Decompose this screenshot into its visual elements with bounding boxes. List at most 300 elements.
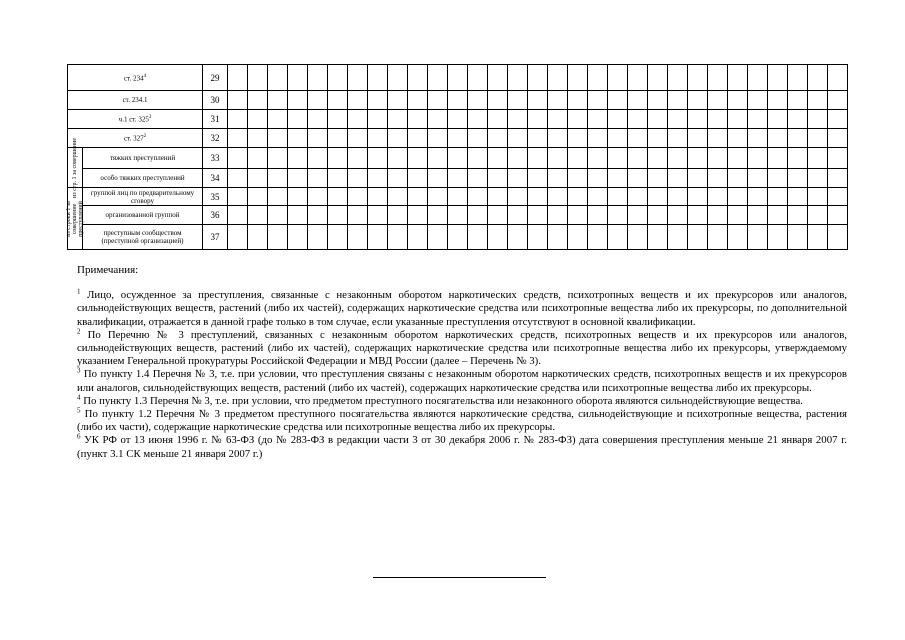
row-number: 34 [203,169,228,188]
data-cell[interactable] [528,148,548,169]
data-cell[interactable] [408,110,428,129]
data-cell[interactable] [768,110,788,129]
notes-section [77,264,847,461]
data-cell[interactable] [768,169,788,188]
table-row [68,206,848,225]
data-cell[interactable] [248,206,268,225]
data-cell[interactable] [788,148,808,169]
data-cell[interactable] [688,65,708,91]
footnote-text: Лицо, осужденное за преступления, связанные с незаконным оборотом наркотических средств, психотропных веществ и их прекурсоров или аналогов, сильнодействующих веществ, растений (либо их частей), содержащих наркотические средства или психотропные вещества либо их прекурсоры, по дополнительной квалификации, отражается в данной графе только в том случае, если указанные преступления отсутствуют в основной квалификации. [77,289,847,328]
data-cell[interactable] [528,188,548,206]
data-cell[interactable] [588,225,608,250]
data-cell[interactable] [508,206,528,225]
data-cell[interactable] [668,110,688,129]
data-cell[interactable] [528,206,548,225]
data-cell[interactable] [608,110,628,129]
data-cell[interactable] [368,188,388,206]
data-cell[interactable] [528,129,548,148]
data-cell[interactable] [628,206,648,225]
data-cell[interactable] [368,169,388,188]
data-cell[interactable] [228,91,248,110]
data-cell[interactable] [588,129,608,148]
data-cell[interactable] [688,206,708,225]
data-cell[interactable] [308,129,328,148]
data-cell[interactable] [668,225,688,250]
data-cell[interactable] [808,129,828,148]
data-cell[interactable] [708,91,728,110]
data-cell[interactable] [828,129,848,148]
data-cell[interactable] [768,148,788,169]
data-cell[interactable] [228,206,248,225]
data-cell[interactable] [408,148,428,169]
data-cell[interactable] [508,169,528,188]
data-cell[interactable] [428,225,448,250]
data-cell[interactable] [708,188,728,206]
data-cell[interactable] [708,129,728,148]
data-cell[interactable] [488,148,508,169]
data-cell[interactable] [748,110,768,129]
data-cell[interactable] [448,65,468,91]
data-cell[interactable] [308,225,328,250]
data-cell[interactable] [508,225,528,250]
data-cell[interactable] [608,188,628,206]
data-cell[interactable] [548,91,568,110]
data-cell[interactable] [428,65,448,91]
data-cell[interactable] [308,148,328,169]
data-cell[interactable] [548,148,568,169]
data-cell[interactable] [408,188,428,206]
data-cell[interactable] [608,206,628,225]
data-cell[interactable] [728,188,748,206]
data-cell[interactable] [348,110,368,129]
data-cell[interactable] [388,206,408,225]
data-cell[interactable] [288,129,308,148]
data-cell[interactable] [688,110,708,129]
data-cell[interactable] [588,65,608,91]
data-cell[interactable] [628,169,648,188]
data-cell[interactable] [468,169,488,188]
data-cell[interactable] [488,206,508,225]
data-cell[interactable] [588,206,608,225]
data-cell[interactable] [548,188,568,206]
data-cell[interactable] [608,169,628,188]
data-cell[interactable] [588,188,608,206]
footnote-ref: 4 [143,73,147,79]
data-cell[interactable] [368,110,388,129]
data-cell[interactable] [488,188,508,206]
data-cell[interactable] [668,188,688,206]
data-cell[interactable] [608,65,628,91]
data-cell[interactable] [808,188,828,206]
data-cell[interactable] [788,91,808,110]
footnote-ref: 3 [148,115,152,121]
data-cell[interactable] [308,65,328,91]
data-cell[interactable] [228,65,248,91]
data-cell[interactable] [388,225,408,250]
data-cell[interactable] [668,91,688,110]
data-cell[interactable] [648,148,668,169]
data-cell[interactable] [648,206,668,225]
data-cell[interactable] [368,225,388,250]
data-cell[interactable] [228,110,248,129]
data-cell[interactable] [628,129,648,148]
footnote-mark: 4 [77,393,81,402]
data-cell[interactable] [768,206,788,225]
data-cell[interactable] [408,206,428,225]
data-cell[interactable] [248,129,268,148]
data-cell[interactable] [688,225,708,250]
data-cell[interactable] [668,169,688,188]
data-cell[interactable] [808,148,828,169]
data-cell[interactable] [648,91,668,110]
data-cell[interactable] [248,169,268,188]
data-cell[interactable] [648,188,668,206]
data-cell[interactable] [488,225,508,250]
data-cell[interactable] [748,188,768,206]
data-cell[interactable] [368,148,388,169]
data-cell[interactable] [408,129,428,148]
data-cell[interactable] [248,65,268,91]
data-cell[interactable] [428,169,448,188]
data-cell[interactable] [728,110,748,129]
data-cell[interactable] [468,129,488,148]
data-cell[interactable] [508,91,528,110]
data-cell[interactable] [468,65,488,91]
data-cell[interactable] [748,225,768,250]
data-cell[interactable] [648,129,668,148]
data-cell[interactable] [428,110,448,129]
data-cell[interactable] [708,169,728,188]
data-cell[interactable] [348,91,368,110]
data-cell[interactable] [688,148,708,169]
data-cell[interactable] [708,148,728,169]
data-cell[interactable] [768,65,788,91]
data-cell[interactable] [388,169,408,188]
data-cell[interactable] [288,225,308,250]
data-cell[interactable] [308,110,328,129]
data-cell[interactable] [328,169,348,188]
data-cell[interactable] [448,225,468,250]
data-cell[interactable] [608,225,628,250]
data-cell[interactable] [408,169,428,188]
data-cell[interactable] [748,65,768,91]
data-cell[interactable] [468,225,488,250]
data-cell[interactable] [448,206,468,225]
data-cell[interactable] [328,129,348,148]
data-cell[interactable] [688,169,708,188]
data-cell[interactable] [248,91,268,110]
data-cell[interactable] [388,188,408,206]
table-row [68,110,848,129]
data-cell[interactable] [348,188,368,206]
data-cell[interactable] [648,225,668,250]
data-cell[interactable] [708,206,728,225]
data-cell[interactable] [808,169,828,188]
data-cell[interactable] [568,206,588,225]
data-cell[interactable] [668,65,688,91]
data-cell[interactable] [808,91,828,110]
data-cell[interactable] [268,206,288,225]
data-cell[interactable] [248,148,268,169]
row-number: 29 [203,65,228,91]
data-cell[interactable] [688,188,708,206]
data-cell[interactable] [348,206,368,225]
data-cell[interactable] [828,65,848,91]
data-cell[interactable] [488,129,508,148]
data-cell[interactable] [748,206,768,225]
row-label: тяжких преступлений [83,148,203,169]
data-cell[interactable] [568,91,588,110]
data-cell[interactable] [488,65,508,91]
data-cell[interactable] [228,129,248,148]
data-cell[interactable] [388,91,408,110]
notes-title: Примечания: [77,264,139,276]
data-cell[interactable] [448,148,468,169]
data-cell[interactable] [328,148,348,169]
row-label-text: ст. 234 [123,74,144,83]
data-cell[interactable] [528,91,548,110]
data-cell[interactable] [648,110,668,129]
data-cell[interactable] [788,188,808,206]
data-cell[interactable] [548,65,568,91]
data-cell[interactable] [568,188,588,206]
row-label: особо тяжких преступлений [83,169,203,188]
data-cell[interactable] [508,188,528,206]
data-cell[interactable] [828,206,848,225]
data-cell[interactable] [328,206,348,225]
data-cell[interactable] [268,65,288,91]
data-cell[interactable] [548,206,568,225]
data-cell[interactable] [328,225,348,250]
data-cell[interactable] [608,148,628,169]
data-cell[interactable] [688,91,708,110]
data-cell[interactable] [828,110,848,129]
data-cell[interactable] [788,206,808,225]
data-cell[interactable] [308,188,328,206]
data-cell[interactable] [628,148,648,169]
data-cell[interactable] [328,91,348,110]
data-cell[interactable] [308,91,328,110]
data-cell[interactable] [448,110,468,129]
data-cell[interactable] [468,188,488,206]
data-cell[interactable] [568,129,588,148]
data-cell[interactable] [268,225,288,250]
data-cell[interactable] [748,169,768,188]
data-cell[interactable] [268,188,288,206]
data-cell[interactable] [228,225,248,250]
data-cell[interactable] [628,225,648,250]
data-cell[interactable] [288,206,308,225]
data-cell[interactable] [828,225,848,250]
data-cell[interactable] [568,65,588,91]
data-cell[interactable] [348,169,368,188]
data-cell[interactable] [748,148,768,169]
data-cell[interactable] [288,148,308,169]
data-cell[interactable] [508,129,528,148]
data-cell[interactable] [268,169,288,188]
data-cell[interactable] [728,225,748,250]
data-cell[interactable] [308,169,328,188]
data-cell[interactable] [768,129,788,148]
data-cell[interactable] [628,188,648,206]
data-cell[interactable] [588,110,608,129]
data-cell[interactable] [628,91,648,110]
data-cell[interactable] [708,110,728,129]
data-cell[interactable] [468,206,488,225]
data-cell[interactable] [548,169,568,188]
data-cell[interactable] [788,225,808,250]
data-cell[interactable] [768,188,788,206]
data-cell[interactable] [528,169,548,188]
data-cell[interactable] [568,110,588,129]
data-cell[interactable] [828,91,848,110]
data-cell[interactable] [768,91,788,110]
row-label-text: ч.1 ст. 325 [118,115,149,124]
data-cell[interactable] [808,206,828,225]
data-cell[interactable] [568,169,588,188]
data-cell[interactable] [368,206,388,225]
data-cell[interactable] [288,110,308,129]
data-cell[interactable] [648,65,668,91]
data-cell[interactable] [788,169,808,188]
data-cell[interactable] [388,110,408,129]
data-cell[interactable] [728,91,748,110]
data-cell[interactable] [468,91,488,110]
data-cell[interactable] [488,110,508,129]
data-cell[interactable] [288,65,308,91]
data-cell[interactable] [548,110,568,129]
data-cell[interactable] [408,225,428,250]
data-cell[interactable] [828,148,848,169]
data-cell[interactable] [408,91,428,110]
data-cell[interactable] [728,206,748,225]
data-cell[interactable] [348,148,368,169]
data-cell[interactable] [808,65,828,91]
footnote-mark: 6 [77,432,81,441]
data-cell[interactable] [708,225,728,250]
row-label [68,91,203,110]
row-label [68,129,203,148]
row-label: преступным сообществом (преступной организацией) [83,225,203,250]
data-cell[interactable] [408,65,428,91]
data-cell[interactable] [248,225,268,250]
data-cell[interactable] [748,129,768,148]
data-cell[interactable] [448,91,468,110]
data-cell[interactable] [248,188,268,206]
data-cell[interactable] [268,91,288,110]
data-cell[interactable] [648,169,668,188]
data-cell[interactable] [788,65,808,91]
data-cell[interactable] [508,65,528,91]
data-cell[interactable] [488,169,508,188]
data-cell[interactable] [428,91,448,110]
data-cell[interactable] [468,148,488,169]
row-number: 30 [203,91,228,110]
data-cell[interactable] [788,110,808,129]
data-cell[interactable] [608,129,628,148]
data-cell[interactable] [388,129,408,148]
data-cell[interactable] [348,65,368,91]
data-cell[interactable] [828,188,848,206]
data-cell[interactable] [728,169,748,188]
data-cell[interactable] [508,148,528,169]
data-cell[interactable] [728,148,748,169]
data-cell[interactable] [548,225,568,250]
data-cell[interactable] [688,129,708,148]
data-cell[interactable] [288,91,308,110]
data-cell[interactable] [608,91,628,110]
data-cell[interactable] [368,129,388,148]
data-cell[interactable] [728,65,748,91]
data-cell[interactable] [528,110,548,129]
data-cell[interactable] [388,65,408,91]
data-cell[interactable] [588,148,608,169]
data-cell[interactable] [628,65,648,91]
data-cell[interactable] [288,188,308,206]
data-cell[interactable] [228,148,248,169]
data-cell[interactable] [448,188,468,206]
data-cell[interactable] [828,169,848,188]
data-cell[interactable] [448,169,468,188]
data-cell[interactable] [668,129,688,148]
data-cell[interactable] [228,188,248,206]
data-cell[interactable] [448,129,468,148]
data-cell[interactable] [348,225,368,250]
data-cell[interactable] [268,110,288,129]
data-cell[interactable] [288,169,308,188]
data-cell[interactable] [428,206,448,225]
data-cell[interactable] [268,129,288,148]
data-cell[interactable] [328,110,348,129]
data-cell[interactable] [708,65,728,91]
data-cell[interactable] [228,169,248,188]
data-cell[interactable] [528,225,548,250]
data-cell[interactable] [668,148,688,169]
data-cell[interactable] [508,110,528,129]
data-cell[interactable] [428,148,448,169]
data-cell[interactable] [628,110,648,129]
data-cell[interactable] [368,91,388,110]
data-cell[interactable] [548,129,568,148]
data-cell[interactable] [568,225,588,250]
data-cell[interactable] [788,129,808,148]
table-row [68,148,848,169]
data-cell[interactable] [308,206,328,225]
data-cell[interactable] [568,148,588,169]
data-cell[interactable] [328,65,348,91]
data-cell[interactable] [668,206,688,225]
data-cell[interactable] [768,225,788,250]
data-cell[interactable] [348,129,368,148]
data-cell[interactable] [468,110,488,129]
data-cell[interactable] [808,110,828,129]
data-cell[interactable] [248,110,268,129]
group-label: из стр. 1 за совершение [72,137,78,198]
data-cell[interactable] [808,225,828,250]
data-cell[interactable] [488,91,508,110]
data-cell[interactable] [588,91,608,110]
data-cell[interactable] [728,129,748,148]
data-cell[interactable] [588,169,608,188]
data-cell[interactable] [748,91,768,110]
data-cell[interactable] [388,148,408,169]
data-cell[interactable] [528,65,548,91]
data-cell[interactable] [428,188,448,206]
data-cell[interactable] [368,65,388,91]
data-cell[interactable] [328,188,348,206]
data-cell[interactable] [428,129,448,148]
data-cell[interactable] [268,148,288,169]
